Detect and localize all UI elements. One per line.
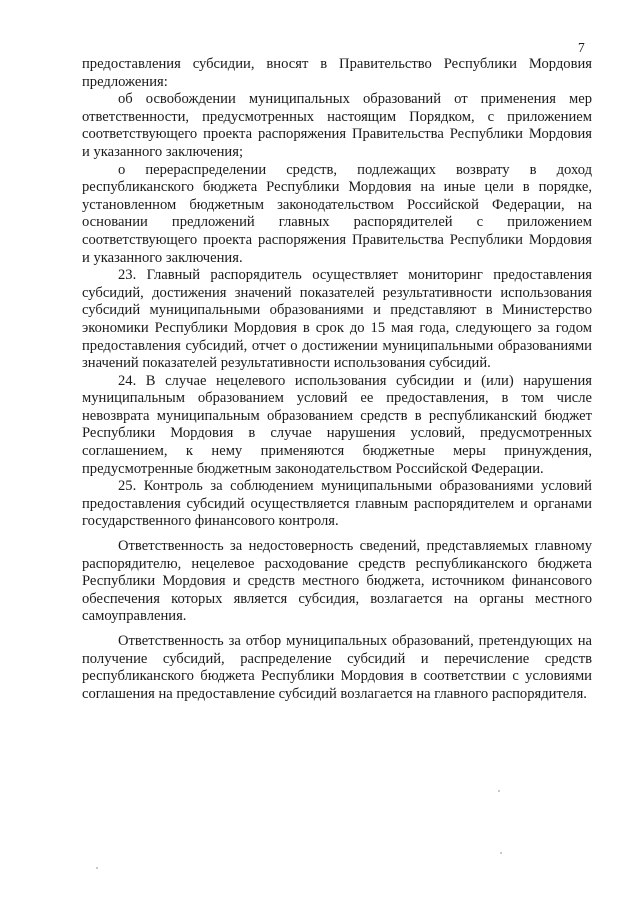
- paragraph-responsibility-local: Ответственность за недостоверность сведений, представляемых главному распорядителю, нецелевое расходование средств республиканского бюджета Республики Мордовия и средств местного бюджета, источником финансового обеспечения которых является субсидия, возлагается на органы местного самоуправления.: [82, 538, 592, 625]
- paragraph-responsibility-selection: Ответственность за отбор муниципальных образований, претендующих на получение субсидий, распределение субсидий и перечисление средств республиканского бюджета Республики Мордовия в соответствии с условиями соглашения на предоставление субсидий возлагается на главного распорядителя.: [82, 633, 592, 702]
- page-number: 7: [578, 40, 585, 55]
- document-body: [82, 56, 592, 703]
- paragraph-item-24: 24. В случае нецелевого использования субсидии и (или) нарушения муниципальным образованием условий ее предоставления, в том числе невозврата муниципальным образованием средств в республиканский бюджет Республики Мордовия в случае нарушения условий, предусмотренных соглашением, к нему применяются бюджетные меры принуждения, предусмотренные бюджетным законодательством Российской Федерации.: [82, 372, 592, 477]
- scan-speck: [96, 867, 98, 869]
- paragraph-continuation: предоставления субсидии, вносят в Правительство Республики Мордовия предложения:: [82, 56, 592, 90]
- scan-speck: [498, 790, 500, 792]
- paragraph-item-23: 23. Главный распорядитель осуществляет мониторинг предоставления субсидий, достижения значений показателей результативности использования субсидий муниципальными образованиями и представляют в Министерство экономики Республики Мордовия в срок до 15 мая года, следующего за годом предоставления субсидий, отчет о достижении муниципальными образованиями значений показателей результативности использования субсидий.: [82, 267, 592, 372]
- scan-speck: [500, 852, 502, 854]
- paragraph-redistribution-proposal: о перераспределении средств, подлежащих возврату в доход республиканского бюджета Республики Мордовия на иные цели в порядке, установленном бюджетным законодательством Российской Федерации, на основании предложений главных распорядителей с приложением соответствующего проекта распоряжения Правительства Республики Мордовия и указанного заключения.: [82, 161, 592, 266]
- paragraph-item-25: 25. Контроль за соблюдением муниципальными образованиями условий предоставления субсидий осуществляется главным распорядителем и органами государственного финансового контроля.: [82, 478, 592, 530]
- paragraph-exemption-proposal: об освобождении муниципальных образований от применения мер ответственности, предусмотренных настоящим Порядком, с приложением соответствующего проекта распоряжения Правительства Республики Мордовия и указанного заключения;: [82, 91, 592, 160]
